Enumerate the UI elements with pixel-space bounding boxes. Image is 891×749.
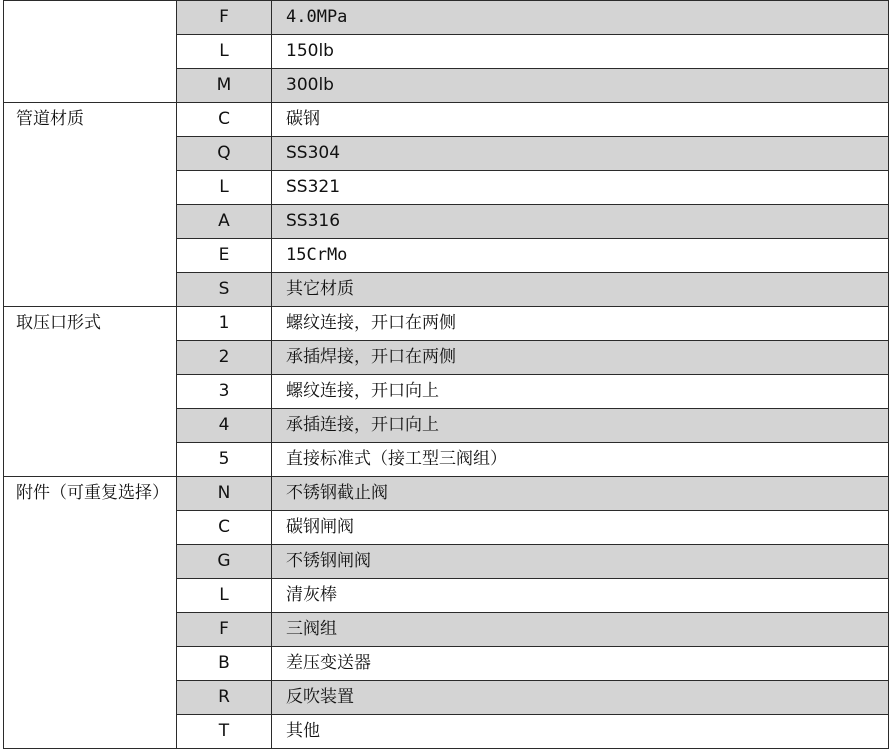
option-description: 清灰棒 [272, 579, 889, 613]
option-description: 其他 [272, 715, 889, 749]
option-code: T [177, 715, 272, 749]
option-description: 300lb [272, 69, 889, 103]
option-description: SS321 [272, 171, 889, 205]
option-code: S [177, 273, 272, 307]
category-pipe-material: 管道材质 [4, 103, 177, 307]
category-cell-pressure [4, 1, 177, 103]
table-row [4, 477, 889, 511]
option-code: E [177, 239, 272, 273]
option-description: 不锈钢闸阀 [272, 545, 889, 579]
option-description: 螺纹连接，开口向上 [272, 375, 889, 409]
option-description: 差压变送器 [272, 647, 889, 681]
category-accessories: 附件（可重复选择） [4, 477, 177, 749]
option-description: 承插焊接，开口在两侧 [272, 341, 889, 375]
option-description: 三阀组 [272, 613, 889, 647]
spec-table [3, 0, 889, 749]
table-row [4, 103, 889, 137]
option-code: A [177, 205, 272, 239]
option-code: 1 [177, 307, 272, 341]
option-description: SS316 [272, 205, 889, 239]
option-code: L [177, 171, 272, 205]
option-description: 其它材质 [272, 273, 889, 307]
option-code: F [177, 613, 272, 647]
option-code: L [177, 579, 272, 613]
option-code: L [177, 35, 272, 69]
option-code: C [177, 103, 272, 137]
option-description: 15CrMo [272, 239, 889, 273]
option-description: 承插连接，开口向上 [272, 409, 889, 443]
option-description: 不锈钢截止阀 [272, 477, 889, 511]
option-code: R [177, 681, 272, 715]
option-code: B [177, 647, 272, 681]
option-code: G [177, 545, 272, 579]
option-code: 5 [177, 443, 272, 477]
option-description: 直接标准式（接工型三阀组） [272, 443, 889, 477]
option-description: 反吹装置 [272, 681, 889, 715]
option-description: 4.0MPa [272, 1, 889, 35]
option-description: SS304 [272, 137, 889, 171]
option-code: C [177, 511, 272, 545]
option-code: F [177, 1, 272, 35]
option-code: M [177, 69, 272, 103]
option-description: 碳钢 [272, 103, 889, 137]
table-row [4, 307, 889, 341]
option-description: 150lb [272, 35, 889, 69]
option-code: 4 [177, 409, 272, 443]
option-description: 螺纹连接，开口在两侧 [272, 307, 889, 341]
option-code: Q [177, 137, 272, 171]
option-description: 碳钢闸阀 [272, 511, 889, 545]
table-row [4, 1, 889, 35]
option-code: N [177, 477, 272, 511]
option-code: 3 [177, 375, 272, 409]
option-code: 2 [177, 341, 272, 375]
category-tap-form: 取压口形式 [4, 307, 177, 477]
